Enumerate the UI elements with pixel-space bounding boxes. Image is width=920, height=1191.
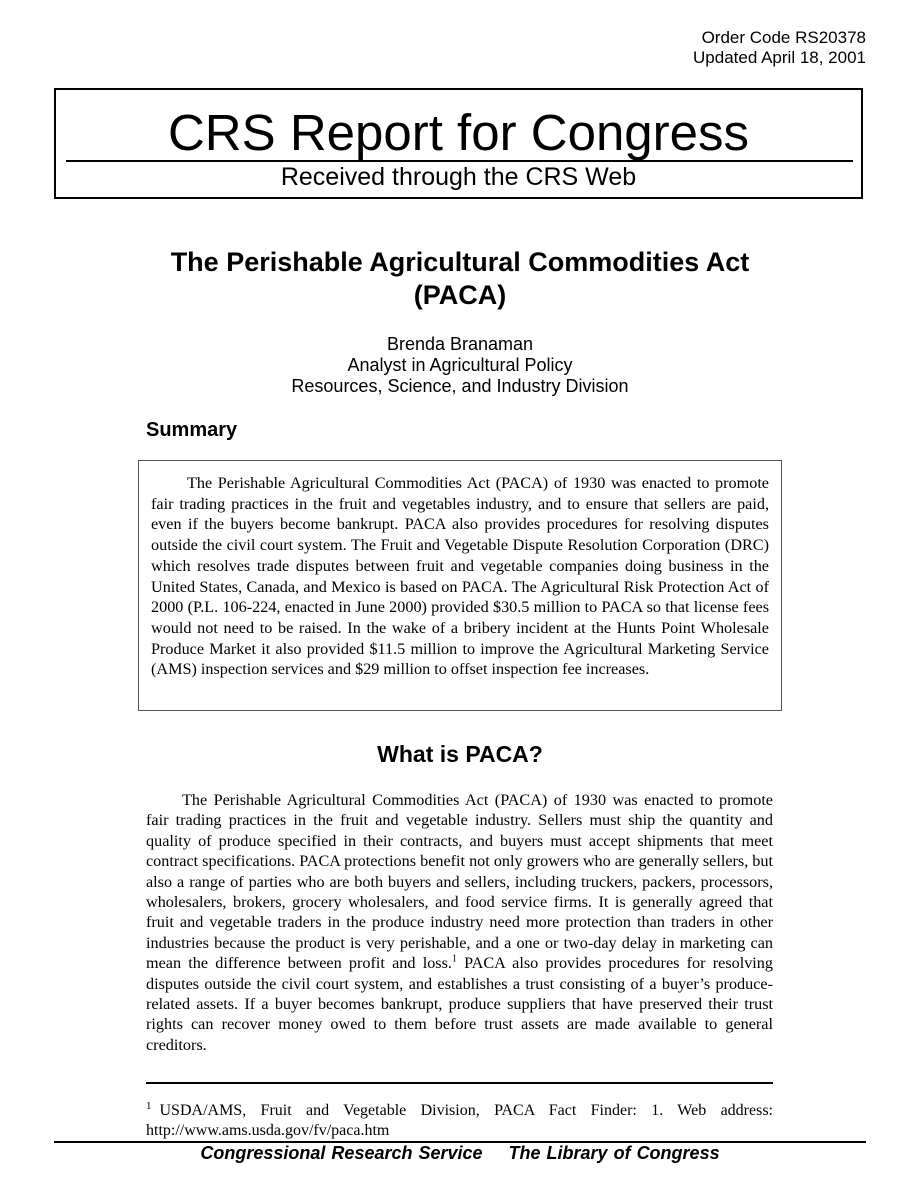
body-paragraph: [146, 790, 773, 1055]
document-title-line1: The Perishable Agricultural Commodities Act: [170, 247, 750, 277]
masthead: [54, 88, 863, 199]
masthead-subtitle: Received through the CRS Web: [280, 163, 637, 191]
body-text-part2: PACA also provides procedures for resolving disputes outside the civil court system, and establishes a trust consisting of a buyer’s produce-related assets. If a buyer becomes bankrupt, produce suppliers that have preserved their trust rights can recover money owed to them before trust assets are made available to general creditors.: [146, 954, 773, 1054]
author-name: Brenda Branaman: [386, 334, 534, 354]
footnote-rule: [146, 1082, 773, 1084]
footnote-text: USDA/AMS, Fruit and Vegetable Division, PACA Fact Finder: 1. Web address: http://www.ams.usda.gov/fv/paca.htm: [146, 1102, 773, 1139]
footnote-reference[interactable]: 1: [451, 953, 457, 965]
document-title-line2: (PACA): [413, 280, 507, 310]
summary-text: The Perishable Agricultural Commodities Act (PACA) of 1930 was enacted to promote fair trading practices in the fruit and vegetables industry, and to ensure that sellers are paid, even if the buyers become bankrupt. PACA also provides procedures for resolving disputes outside the civil court system. The Fruit and Vegetable Dispute Resolution Corporation (DRC) which resolves trade disputes between fruit and vegetable companies doing business in the United States, Canada, and Mexico is based on PACA. The Agricultural Risk Protection Act of 2000 (P.L. 106-224, enacted in June 2000) provided $30.5 million to PACA so that license fees would not need to be raised. In the wake of a bribery incident at the Hunts Point Wholesale Produce Market it also provided $11.5 million to improve the Agricultural Marketing Service (AMS) inspection services and $29 million to offset inspection fee increases.: [151, 474, 769, 679]
author-division: Resources, Science, and Industry Division: [291, 376, 629, 396]
author-title: Analyst in Agricultural Policy: [347, 355, 573, 375]
document-title: [120, 246, 800, 312]
section-heading: What is PACA?: [377, 741, 543, 767]
author-block: [120, 334, 800, 397]
page-footer: [54, 1143, 866, 1164]
footnote-mark: 1: [146, 1099, 152, 1112]
footnote: [146, 1101, 773, 1141]
order-code: Order Code RS20378: [701, 28, 866, 47]
footer-right: The Library of Congress: [508, 1143, 720, 1163]
summary-heading: Summary: [146, 419, 238, 441]
body-text-part1: The Perishable Agricultural Commodities Act (PACA) of 1930 was enacted to promote fair trading practices in the fruit and vegetable industry. Sellers must ship the quantity and quality of produce specified in their contracts, and buyers must accept shipments that meet contract specifications. PACA protections benefit not only growers who are generally sellers, but also a range of parties who are both buyers and sellers, including truckers, packers, processors, wholesalers, brokers, grocery wholesalers, and food service firms. It is generally agreed that fruit and vegetable traders in the produce industry need more protection than traders in other industries because the product is very perishable, and a one or two-day delay in marketing can mean the difference between profit and loss.: [146, 791, 773, 973]
order-code-block: [693, 28, 866, 68]
updated-date: Updated April 18, 2001: [693, 48, 866, 67]
masthead-title: CRS Report for Congress: [167, 104, 750, 161]
footer-left: Congressional Research Service: [200, 1143, 483, 1163]
summary-box: [138, 460, 782, 711]
